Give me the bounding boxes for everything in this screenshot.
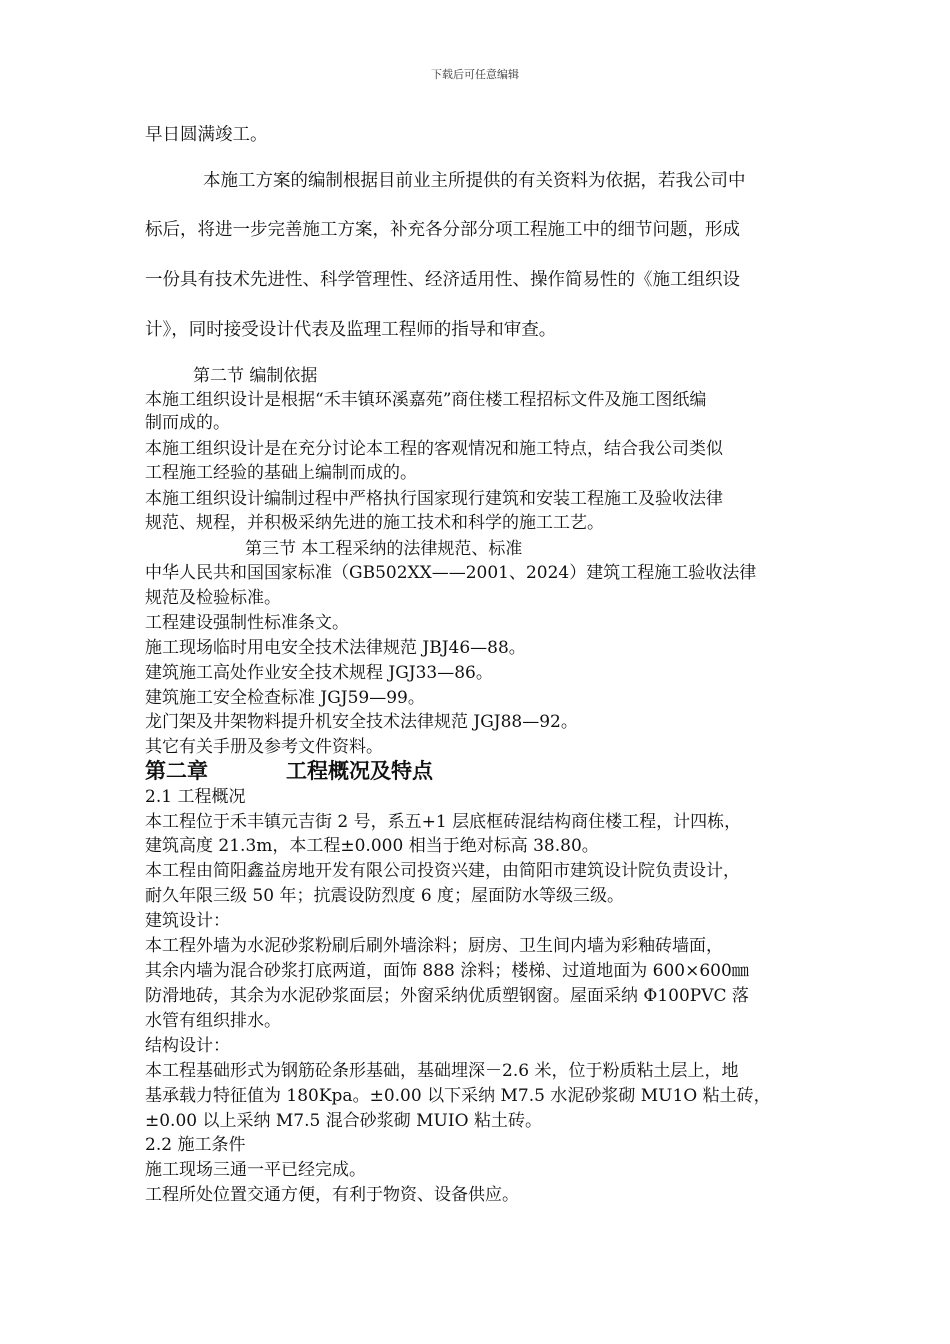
body-line: 规范、规程，并积极采纳先进的施工技术和科学的施工工艺。 [145, 513, 604, 533]
body-line: 防滑地砖，其余为水泥砂浆面层；外窗采纳优质塑钢窗。屋面采纳 Φ100PVC 落 [145, 986, 749, 1006]
body-line: 基承载力特征值为 180Kpa。±0.00 以下采纳 M7.5 水泥砂浆砌 MU1O 粘土砖， [145, 1086, 771, 1106]
body-line: 建筑设计： [145, 911, 230, 931]
body-line: 规范及检验标准。 [145, 588, 281, 608]
body-line: 施工现场三通一平已经完成。 [145, 1160, 366, 1180]
body-line: 其它有关手册及参考文件资料。 [145, 737, 383, 757]
body-line: 建筑高度 21.3m，本工程±0.000 相当于绝对标高 38.80。 [145, 836, 599, 856]
intro-line: 早日圆满竣工。 [145, 125, 268, 145]
body-line: 本施工组织设计编制过程中严格执行国家现行建筑和安装工程施工及验收法律 [145, 489, 723, 509]
section-heading: 第三节 本工程采纳的法律规范、标准 [245, 539, 523, 559]
intro-paragraph-line: 本施工方案的编制根据目前业主所提供的有关资料为依据，若我公司中 [203, 171, 746, 191]
chapter-number: 第二章 [145, 758, 208, 783]
intro-paragraph-line: 计》，同时接受设计代表及监理工程师的指导和审查。 [145, 320, 557, 340]
body-line: 耐久年限三级 50 年；抗震设防烈度 6 度；屋面防水等级三级。 [145, 886, 625, 906]
body-line: 本施工组织设计是根据“禾丰镇环溪嘉苑”商住楼工程招标文件及施工图纸编 [145, 390, 707, 410]
body-line: 制而成的。 [145, 413, 230, 433]
intro-paragraph-line: 标后，将进一步完善施工方案，补充各分部分项工程施工中的细节问题，形成 [145, 220, 740, 240]
body-line: 建筑施工高处作业安全技术规程 JGJ33—86。 [145, 663, 493, 683]
chapter-title: 工程概况及特点 [286, 758, 433, 783]
chapter-heading [145, 759, 433, 783]
section-heading: 第二节 编制依据 [193, 366, 318, 386]
body-line: 工程施工经验的基础上编制而成的。 [145, 463, 417, 483]
subsection-heading: 2.2 施工条件 [145, 1135, 246, 1155]
body-line: 结构设计： [145, 1036, 230, 1056]
body-line: 本工程外墙为水泥砂浆粉刷后刷外墙涂料；厨房、卫生间内墙为彩釉砖墙面， [145, 936, 723, 956]
body-line: 本施工组织设计是在充分讨论本工程的客观情况和施工特点，结合我公司类似 [145, 439, 723, 459]
body-line: 中华人民共和国国家标准（GB502XX——2001、2024）建筑工程施工验收法律 [145, 563, 757, 583]
body-line: 本工程位于禾丰镇元吉街 2 号，系五+1 层底框砖混结构商住楼工程，计四栋， [145, 812, 742, 832]
body-line: 施工现场临时用电安全技术法律规范 JBJ46—88。 [145, 638, 526, 658]
body-line: 建筑施工安全检查标准 JGJ59—99。 [145, 688, 425, 708]
body-line: 工程建设强制性标准条文。 [145, 613, 349, 633]
body-line: 工程所处位置交通方便，有利于物资、设备供应。 [145, 1185, 519, 1205]
page-header: 下载后可任意编辑 [431, 68, 519, 81]
body-line: 本工程由简阳鑫益房地开发有限公司投资兴建，由简阳市建筑设计院负责设计， [145, 861, 740, 881]
body-line: 本工程基础形式为钢筋砼条形基础，基础埋深－2.6 米，位于粉质粘土层上，地 [145, 1061, 739, 1081]
body-line: 其余内墙为混合砂浆打底两道，面饰 888 涂料；楼梯、过道地面为 600×600㎜ [145, 961, 749, 981]
subsection-heading: 2.1 工程概况 [145, 787, 246, 807]
body-line: 龙门架及井架物料提升机安全技术法律规范 JGJ88—92。 [145, 712, 578, 732]
body-line: 水管有组织排水。 [145, 1011, 281, 1031]
intro-paragraph-line: 一份具有技术先进性、科学管理性、经济适用性、操作简易性的《施工组织设 [145, 270, 740, 290]
body-line: ±0.00 以上采纳 M7.5 混合砂浆砌 MUIO 粘土砖。 [145, 1111, 542, 1131]
